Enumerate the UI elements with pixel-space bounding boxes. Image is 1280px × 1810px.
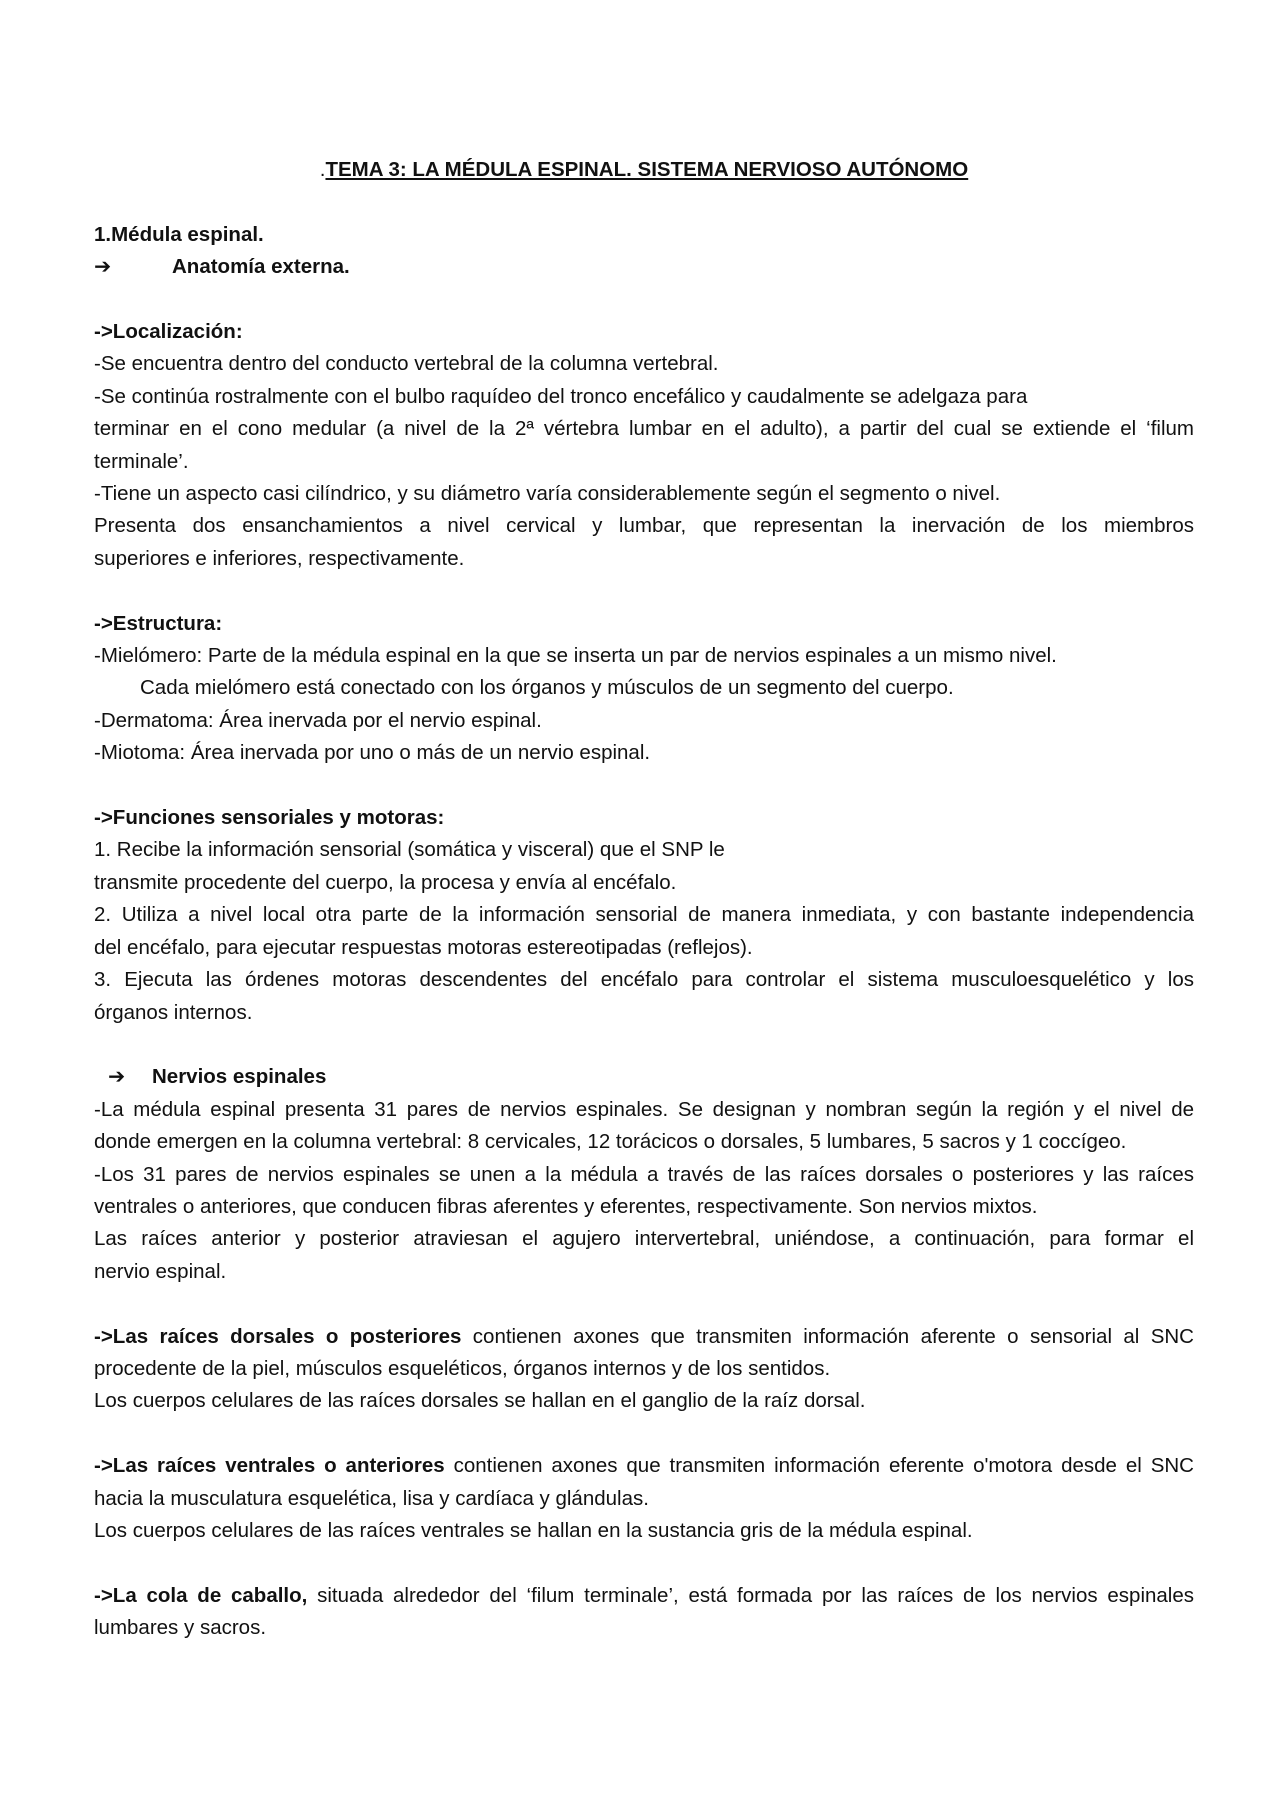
paragraph-line: terminar en el cono medular (a nivel de la 2ª vértebra lumbar en el adulto), a partir del cual se extiende el ‘filum	[94, 417, 1194, 441]
arrow-icon: ➔	[108, 1065, 126, 1089]
paragraph-line: terminale’.	[94, 449, 189, 473]
paragraph-line: donde emergen en la columna vertebral: 8 cervicales, 12 torácicos o dorsales, 5 lumbares, 5 sacros y 1 coccígeo.	[94, 1130, 1127, 1154]
paragraph-line: procedente de la piel, músculos esqueléticos, órganos internos y de los sentidos.	[94, 1356, 831, 1380]
paragraph-line: 2. Utiliza a nivel local otra parte de la información sensorial de manera inmediata, y con bastante independencia	[94, 903, 1194, 927]
paragraph-line: órganos internos.	[94, 1000, 253, 1024]
cola-text: situada alrededor del ‘filum terminale’, está formada por las raíces de los nervios espinales	[307, 1583, 1195, 1607]
ventrales-paragraph	[94, 1450, 1194, 1482]
dorsales-text: contienen axones que transmiten información aferente o sensorial al SNC	[461, 1324, 1194, 1348]
ventrales-text: contienen axones que transmiten información eferente o'motora desde el SNC	[444, 1454, 1194, 1478]
paragraph-line: Los cuerpos celulares de las raíces dorsales se hallan en el ganglio de la raíz dorsal.	[94, 1389, 866, 1413]
cola-paragraph	[94, 1580, 1194, 1612]
paragraph-line: -Tiene un aspecto casi cilíndrico, y su diámetro varía considerablemente según el segmento o nivel.	[94, 482, 1001, 506]
paragraph-line: Los cuerpos celulares de las raíces ventrales se hallan en la sustancia gris de la médula espinal.	[94, 1518, 973, 1542]
nervios-heading	[94, 1061, 1194, 1093]
paragraph-line: ventrales o anteriores, que conducen fibras aferentes y eferentes, respectivamente. Son nervios mixtos.	[94, 1194, 1038, 1218]
ventrales-bold: ->Las raíces ventrales o anteriores	[94, 1454, 445, 1478]
paragraph-line: del encéfalo, para ejecutar respuestas motoras estereotipadas (reflejos).	[94, 935, 753, 959]
paragraph-line: nervio espinal.	[94, 1259, 227, 1283]
paragraph-line: transmite procedente del cuerpo, la procesa y envía al encéfalo.	[94, 870, 677, 894]
cola-bold: ->La cola de caballo,	[94, 1583, 308, 1607]
estructura-heading: ->Estructura:	[94, 611, 223, 635]
title-line	[94, 154, 1194, 186]
paragraph-line: Las raíces anterior y posterior atraviesan el agujero intervertebral, uniéndose, a continuación, para formar el	[94, 1227, 1194, 1251]
paragraph-line: Presenta dos ensanchamientos a nivel cervical y lumbar, que representan la inervación de los miembros	[94, 514, 1194, 538]
paragraph-line: lumbares y sacros.	[94, 1616, 267, 1640]
paragraph-line: -La médula espinal presenta 31 pares de nervios espinales. Se designan y nombran según la región y el nivel de	[94, 1097, 1194, 1121]
paragraph-line: hacia la musculatura esquelética, lisa y cardíaca y glándulas.	[94, 1486, 649, 1510]
nervios-title: Nervios espinales	[152, 1065, 327, 1089]
page-title: TEMA 3: LA MÉDULA ESPINAL. SISTEMA NERVIOSO AUTÓNOMO	[325, 158, 969, 181]
funciones-heading: ->Funciones sensoriales y motoras:	[94, 806, 445, 830]
paragraph-line: superiores e inferiores, respectivamente.	[94, 546, 465, 570]
dorsales-paragraph	[94, 1321, 1194, 1353]
paragraph-line: -Los 31 pares de nervios espinales se unen a la médula a través de las raíces dorsales o posteriores y las raíces	[94, 1162, 1194, 1186]
localizacion-heading: ->Localización:	[94, 320, 243, 343]
title-prefix: .	[319, 158, 326, 181]
paragraph-line: -Mielómero: Parte de la médula espinal en la que se inserta un par de nervios espinales a un mismo nivel.	[94, 644, 1057, 668]
paragraph-line: -Se encuentra dentro del conducto vertebral de la columna vertebral.	[94, 352, 719, 376]
paragraph-line: -Miotoma: Área inervada por uno o más de un nervio espinal.	[94, 741, 651, 765]
dorsales-bold: ->Las raíces dorsales o posteriores	[94, 1324, 462, 1348]
subsection-heading	[94, 251, 1194, 283]
arrow-icon: ➔	[94, 255, 112, 279]
section-heading: 1.Médula espinal.	[94, 222, 264, 246]
paragraph-line: Cada mielómero está conectado con los órganos y músculos de un segmento del cuerpo.	[140, 676, 954, 700]
subsection-title: Anatomía externa.	[172, 255, 350, 279]
paragraph-line: -Dermatoma: Área inervada por el nervio espinal.	[94, 708, 542, 732]
paragraph-line: 1. Recibe la información sensorial (somática y visceral) que el SNP le	[94, 838, 725, 862]
paragraph-line: 3. Ejecuta las órdenes motoras descendentes del encéfalo para controlar el sistema musculoesquelético y los	[94, 968, 1194, 992]
paragraph-line: -Se continúa rostralmente con el bulbo raquídeo del tronco encefálico y caudalmente se adelgaza para	[94, 384, 1028, 408]
document-body	[94, 154, 1194, 1645]
